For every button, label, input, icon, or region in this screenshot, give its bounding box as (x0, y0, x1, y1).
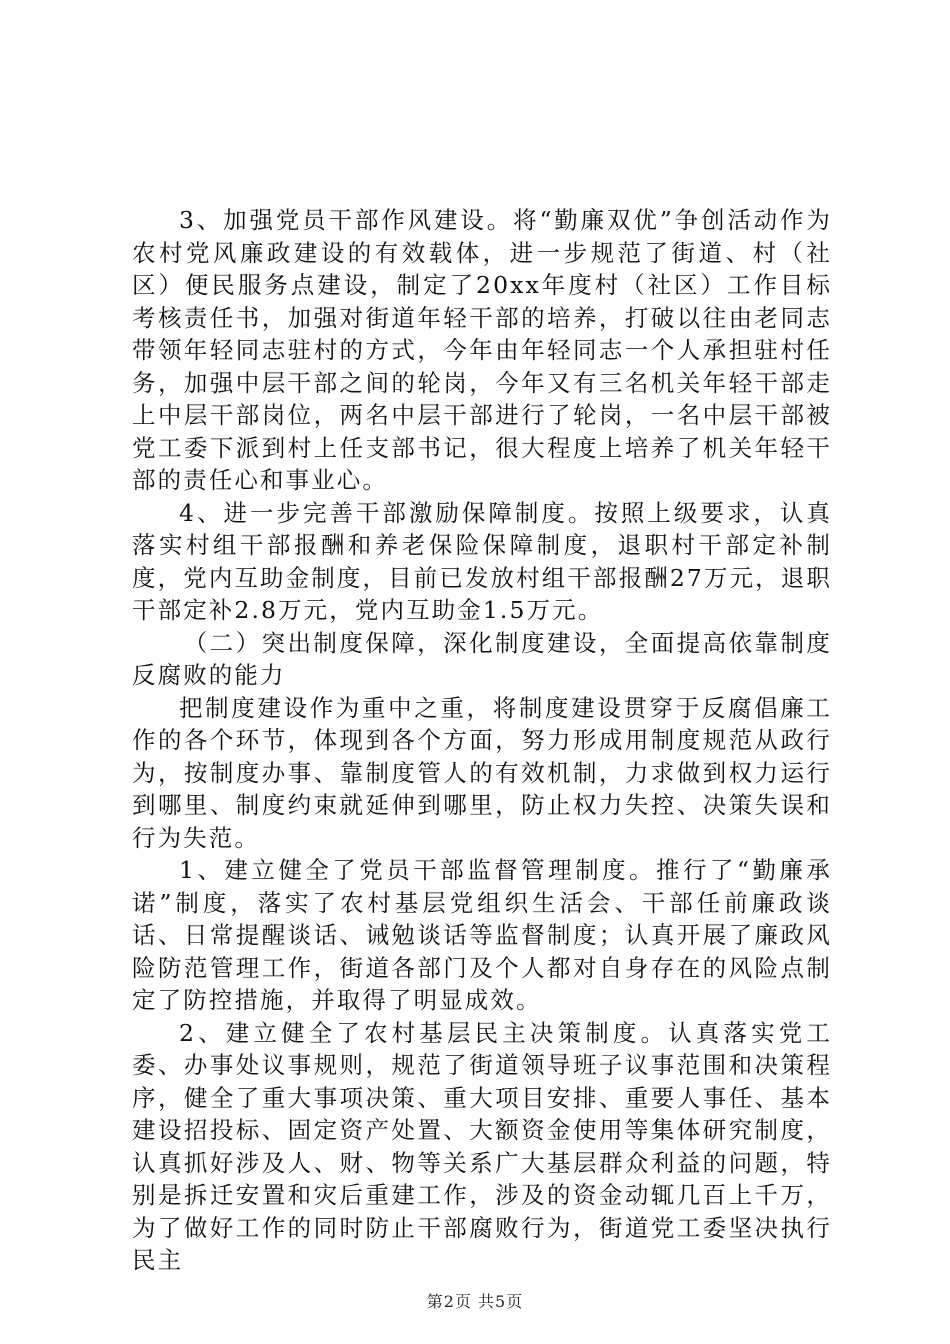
document-body (132, 204, 832, 1277)
section-heading-institution: （二）突出制度保障，深化制度建设，全面提高依靠制度反腐败的能力 (132, 628, 832, 689)
paragraph-institution-intro: 把制度建设作为重中之重，将制度建设贯穿于反腐倡廉工作的各个环节，体现到各个方面，努力形成用制度规范从政行为，按制度办事、靠制度管人的有效机制，力求做到权力运行到哪里、制度约束就延伸到哪里，防止权力失控、决策失误和行为失范。 (132, 693, 832, 852)
paragraph-supervision-system: 1、建立健全了党员干部监督管理制度。推行了“勤廉承诺”制度，落实了农村基层党组织生活会、干部任前廉政谈话、日常提醒谈话、诫勉谈话等监督制度；认真开展了廉政风险防范管理工作，街道各部门及个人都对自身存在的风险点制定了防控措施，并取得了明显成效。 (132, 856, 832, 1014)
paragraph-democratic-decision: 2、建立健全了农村基层民主决策制度。认真落实党工委、办事处议事规则，规范了街道领导班子议事范围和决策程序，健全了重大事项决策、重大项目安排、重要人事任、基本建设招投标、固定资产处置、大额资金使用等集体研究制度，认真抓好涉及人、财、物等关系广大基层群众利益的问题，特别是拆迁安置和灾后重建工作，涉及的资金动辄几百上千万，为了做好工作的同时防止干部腐败行为，街道党工委坚决执行民主 (132, 1018, 832, 1274)
paragraph-incentive-system: 4、进一步完善干部激励保障制度。按照上级要求，认真落实村组干部报酬和养老保险保障制度，退职村干部定补制度，党内互助金制度，目前已发放村组干部报酬27万元，退职干部定补2.8万元，党内互助金1.5万元。 (132, 498, 832, 624)
page-number-footer: 第2页 共5页 (426, 1292, 524, 1311)
paragraph-work-style: 3、加强党员干部作风建设。将“勤廉双优”争创活动作为农村党风廉政建设的有效载体，进一步规范了街道、村（社区）便民服务点建设，制定了20xx年度村（社区）工作目标考核责任书，加强对街道年轻干部的培养，打破以往由老同志带领年轻同志驻村的方式，今年由年轻同志一个人承担驻村任务，加强中层干部之间的轮岗，今年又有三名机关年轻干部走上中层干部岗位，两名中层干部进行了轮岗，一名中层干部被党工委下派到村上任支部书记，很大程度上培养了机关年轻干部的责任心和事业心。 (132, 206, 832, 494)
